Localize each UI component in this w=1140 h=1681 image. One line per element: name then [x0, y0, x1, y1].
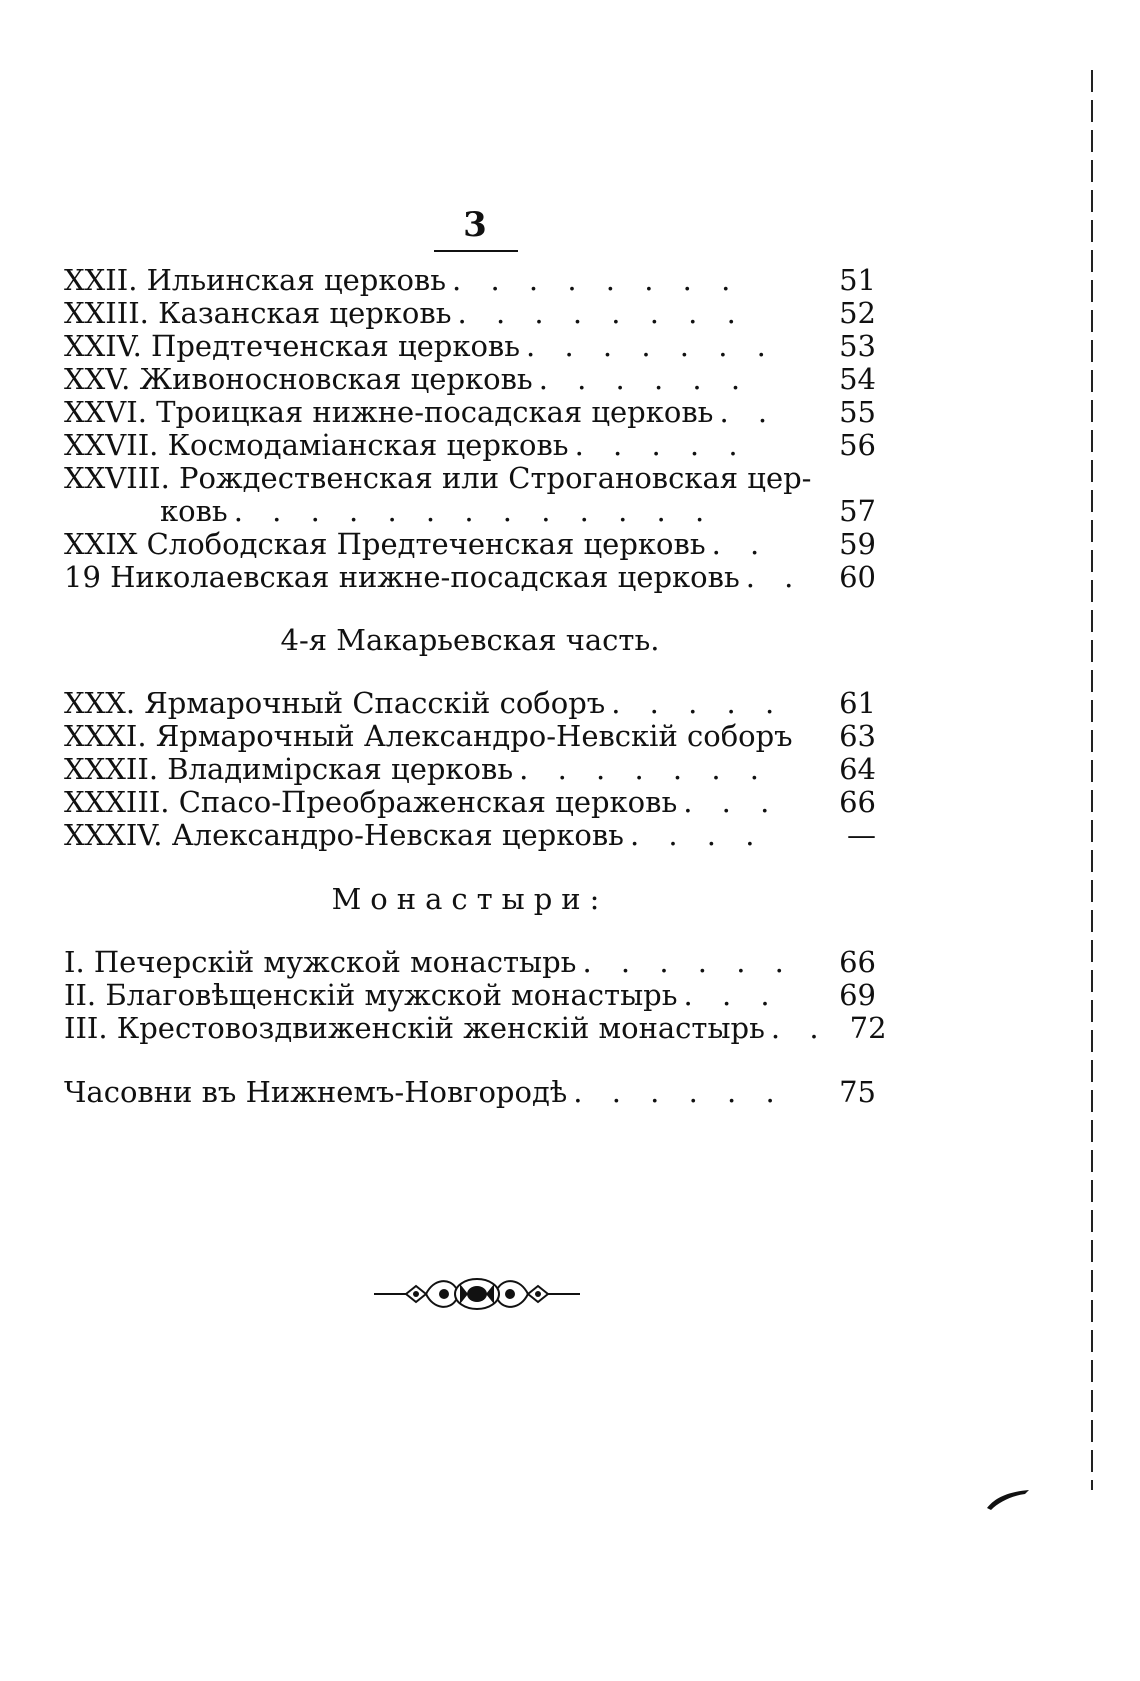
toc-entry-title: XXV. Живоносновская церковь	[64, 362, 533, 396]
toc-entry-title: XXIX Слободская Предтеченская церковь	[64, 527, 706, 561]
toc-entry-page: 53	[839, 329, 876, 363]
toc-entry-leader: . . . . . .	[573, 1075, 785, 1109]
toc-entry	[64, 329, 876, 363]
toc-entry-leader: . . . . . . . .	[457, 296, 746, 330]
toc-entry-page: 64	[839, 752, 876, 786]
toc-entry-page: 66	[839, 945, 876, 979]
toc-entry	[64, 362, 876, 396]
toc-entry-page: 61	[839, 686, 876, 720]
toc-entry-leader: . .	[711, 527, 770, 561]
toc-entry-title: XXIV. Предтеченская церковь	[64, 329, 521, 363]
page-number-underline	[434, 250, 518, 252]
toc-entry-page: 75	[839, 1075, 876, 1109]
toc-entry-leader: . .	[719, 395, 778, 429]
scan-margin-line	[1091, 70, 1093, 1490]
toc-entry-leader: . . . . . . . .	[452, 263, 741, 297]
toc-entry-page: 66	[839, 785, 876, 819]
toc-entry	[64, 527, 876, 561]
toc-entry-leader: . . . . . . . . . . . . .	[233, 494, 715, 528]
toc-entry-page: 52	[839, 296, 876, 330]
toc-entry-title: I. Печерскій мужской монастырь	[64, 945, 577, 979]
section-heading-makaryevskaya: 4-я Макарьевская часть.	[280, 623, 660, 657]
toc-entry-leader: . . . .	[629, 818, 765, 852]
toc-entry-page: 72	[849, 1011, 887, 1045]
toc-entry-title: XXIII. Казанская церковь	[64, 296, 452, 330]
toc-entry-page: 56	[839, 428, 876, 462]
toc-entry-title: XXVIII. Рождественская или Строгановская цер-	[64, 461, 812, 495]
toc-entry-title: XXXIII. Спасо-Преображенская церковь	[64, 785, 678, 819]
toc-entry-page: 69	[839, 978, 876, 1012]
toc-entry	[64, 785, 876, 819]
toc-entry	[64, 428, 876, 462]
toc-entry-title: III. Крестовоздвиженскій женскій монастырь	[64, 1011, 765, 1045]
toc-entry-title: II. Благовѣщенскій мужской монастырь	[64, 978, 678, 1012]
toc-entry	[64, 978, 876, 1012]
toc-entry-leader: . . . . . . .	[526, 329, 776, 363]
toc-entry-leader: . . . . .	[574, 428, 748, 462]
toc-entry-leader: . . .	[683, 978, 780, 1012]
toc-entry	[64, 945, 876, 979]
toc-entry-title: XXVI. Троицкая нижне-посадская церковь	[64, 395, 714, 429]
toc-entry-title: XXII. Ильинская церковь	[64, 263, 447, 297]
toc-entry-leader: . .	[770, 1011, 829, 1045]
toc-entry-leader: . . . . . .	[538, 362, 751, 396]
ink-mark-icon	[985, 1488, 1031, 1510]
toc-entry	[64, 818, 876, 852]
toc-entry-title: XXXIV. Александро-Невская церковь	[64, 818, 624, 852]
toc-entry-page: —	[847, 818, 876, 852]
toc-entry-leader: . .	[745, 560, 804, 594]
toc-entry-title: 19 Николаевская нижне-посадская церковь	[64, 560, 740, 594]
toc-entry-title: Часовни въ Нижнемъ-Новгородѣ	[64, 1075, 568, 1109]
toc-entry-title: XXVII. Космодаміанская церковь	[64, 428, 569, 462]
toc-entry	[64, 395, 876, 429]
toc-entry-leader: . . . . . . .	[519, 752, 769, 786]
toc-entry	[64, 686, 876, 720]
toc-entry-page: 51	[839, 263, 876, 297]
ornament-icon	[372, 1272, 582, 1316]
toc-entry-leader: . . .	[683, 785, 780, 819]
page-number: 3	[463, 205, 487, 245]
toc-entry	[64, 296, 876, 330]
toc-entry	[64, 752, 876, 786]
toc-entry-leader: . . . . . .	[582, 945, 794, 979]
toc-entry-continuation	[160, 494, 876, 528]
section-heading-monasteries: Монастыри:	[331, 882, 609, 916]
toc-entry	[64, 1011, 887, 1045]
toc-entry-leader: . . . . .	[611, 686, 785, 720]
toc-entry-title: XXXI. Ярмарочный Александро-Невскій соборъ	[64, 719, 793, 753]
toc-entry	[64, 461, 876, 495]
toc-entry-page: 54	[839, 362, 876, 396]
toc-entry-page: 63	[839, 719, 876, 753]
toc-entry	[64, 560, 876, 594]
toc-entry-page: 59	[839, 527, 876, 561]
toc-entry	[64, 719, 876, 753]
toc-entry-title: XXX. Ярмарочный Спасскій соборъ	[64, 686, 606, 720]
toc-entry-title: ковь	[160, 494, 228, 528]
toc-entry	[64, 263, 876, 297]
toc-entry-title: XXXII. Владимірская церковь	[64, 752, 514, 786]
toc-entry-chapels	[64, 1075, 876, 1109]
toc-entry-page: 55	[839, 395, 876, 429]
toc-entry-page: 57	[839, 494, 876, 528]
toc-entry-page: 60	[839, 560, 876, 594]
